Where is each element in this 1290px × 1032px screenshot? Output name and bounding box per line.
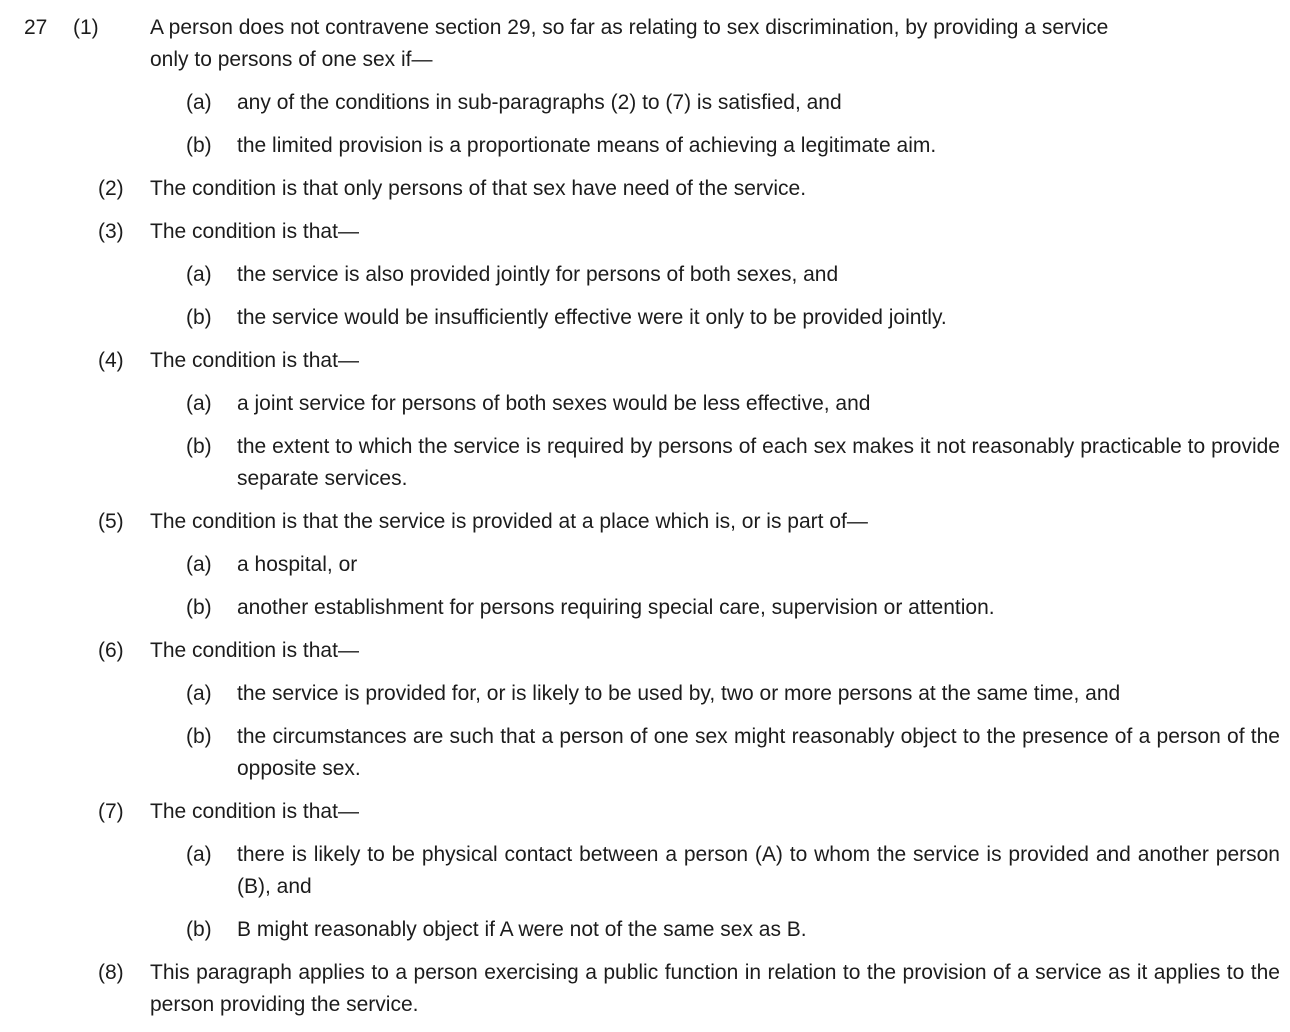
sub-paragraph-text: This paragraph applies to a person exercising a public function in relation to the provision of a service as it applies to the person providing the service. — [150, 961, 1280, 1016]
list-item — [0, 388, 1290, 420]
item-text: the service is provided for, or is likely to be used by, two or more persons at the same time, and — [237, 682, 1121, 705]
sub-paragraph-number: (5) — [98, 510, 124, 533]
list-item — [0, 592, 1290, 624]
item-text: the limited provision is a proportionate means of achieving a legitimate aim. — [237, 134, 937, 157]
legislation-document — [0, 12, 1290, 1032]
item-text: a joint service for persons of both sexes would be less effective, and — [237, 392, 871, 415]
item-label: (a) — [186, 843, 212, 866]
item-label: (a) — [186, 553, 212, 576]
sub-paragraph-3 — [0, 216, 1290, 334]
sub-paragraph-text: The condition is that— — [150, 220, 359, 243]
item-label: (a) — [186, 263, 212, 286]
sub-paragraph-8 — [0, 957, 1290, 1021]
item-label: (b) — [186, 134, 212, 157]
item-text: the circumstances are such that a person of one sex might reasonably object to the presence of a person of the opposite sex. — [237, 725, 1280, 780]
item-label: (b) — [186, 725, 212, 748]
list-item — [0, 130, 1290, 162]
sub-paragraph-5 — [0, 506, 1290, 624]
sub-paragraph-number: (2) — [98, 177, 124, 200]
item-text: B might reasonably object if A were not of the same sex as B. — [237, 918, 807, 941]
sub-paragraph-1 — [0, 12, 1290, 162]
sub-paragraph-text: A person does not contravene section 29, so far as relating to sex discrimination, by providing a service only to persons of one sex if— — [150, 16, 1109, 71]
list-item — [0, 549, 1290, 581]
item-label: (b) — [186, 435, 212, 458]
list-item — [0, 259, 1290, 291]
list-item — [0, 839, 1290, 903]
sub-paragraph-number: (3) — [98, 220, 124, 243]
list-item — [0, 87, 1290, 119]
list-item — [0, 721, 1290, 785]
item-label: (b) — [186, 918, 212, 941]
list-item — [0, 431, 1290, 495]
sub-paragraph-number: (7) — [98, 800, 124, 823]
item-text: a hospital, or — [237, 553, 358, 576]
sub-paragraph-2 — [0, 173, 1290, 205]
item-label: (a) — [186, 392, 212, 415]
paragraph-number: 27 — [24, 16, 48, 39]
sub-paragraph-4 — [0, 345, 1290, 495]
item-text: the extent to which the service is required by persons of each sex makes it not reasonably practicable to provide separate services. — [237, 435, 1280, 490]
sub-paragraph-text: The condition is that the service is provided at a place which is, or is part of— — [150, 510, 868, 533]
item-label: (a) — [186, 91, 212, 114]
sub-paragraph-text: The condition is that— — [150, 349, 359, 372]
item-label: (b) — [186, 306, 212, 329]
item-label: (a) — [186, 682, 212, 705]
sub-paragraph-text: The condition is that only persons of that sex have need of the service. — [150, 177, 807, 200]
sub-paragraph-6 — [0, 635, 1290, 785]
item-text: another establishment for persons requiring special care, supervision or attention. — [237, 596, 995, 619]
sub-paragraph-text: The condition is that— — [150, 639, 359, 662]
sub-paragraph-text: The condition is that— — [150, 800, 359, 823]
sub-paragraph-number: (6) — [98, 639, 124, 662]
sub-paragraph-7 — [0, 796, 1290, 946]
item-text: the service is also provided jointly for persons of both sexes, and — [237, 263, 839, 286]
item-text: the service would be insufficiently effective were it only to be provided jointly. — [237, 306, 947, 329]
sub-paragraph-number: (1) — [73, 16, 99, 39]
sub-paragraph-number: (8) — [98, 961, 124, 984]
list-item — [0, 302, 1290, 334]
list-item — [0, 678, 1290, 710]
sub-paragraph-number: (4) — [98, 349, 124, 372]
item-text: any of the conditions in sub-paragraphs (2) to (7) is satisfied, and — [237, 91, 842, 114]
item-text: there is likely to be physical contact between a person (A) to whom the service is provided and another person (B), and — [237, 843, 1280, 898]
item-label: (b) — [186, 596, 212, 619]
list-item — [0, 914, 1290, 946]
